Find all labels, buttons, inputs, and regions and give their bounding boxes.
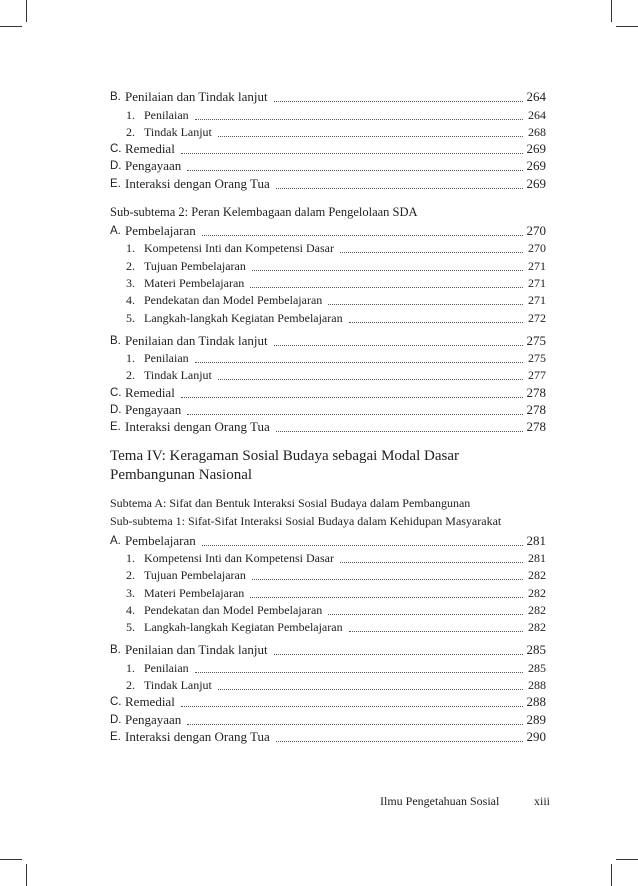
toc-entry-title: Pendekatan dan Model Pembelajaran bbox=[144, 602, 323, 617]
toc-entry-title: Kompetensi Inti dan Kompetensi Dasar bbox=[144, 241, 334, 256]
dot-leader bbox=[274, 100, 523, 102]
dot-leader bbox=[250, 596, 523, 598]
toc-entry-label: 4. bbox=[126, 602, 135, 617]
toc-entry-page: 278 bbox=[526, 384, 546, 400]
toc-entry bbox=[110, 618, 546, 635]
toc-entry-label: 1. bbox=[126, 241, 135, 256]
dot-leader bbox=[340, 561, 523, 563]
toc-entry bbox=[110, 88, 546, 105]
toc-entry-page: 282 bbox=[528, 585, 546, 600]
toc-entry-title: Pendekatan dan Model Pembelajaran bbox=[144, 293, 323, 308]
dot-leader bbox=[349, 321, 523, 323]
toc-entry-label: 1. bbox=[126, 351, 135, 366]
toc-block bbox=[110, 641, 546, 745]
toc-entry-title: Remedial bbox=[125, 384, 175, 400]
toc-entry bbox=[110, 676, 546, 693]
toc-entry-label: 3. bbox=[126, 275, 135, 290]
toc-block bbox=[110, 88, 546, 192]
toc-entry-title: Pengayaan bbox=[125, 711, 182, 727]
toc-entry-page: 269 bbox=[526, 158, 546, 174]
toc-entry bbox=[110, 239, 546, 256]
toc-entry-label: D. bbox=[110, 160, 122, 173]
toc-entry-page: 282 bbox=[528, 568, 546, 583]
dot-leader bbox=[202, 544, 523, 546]
toc-entry-label: 1. bbox=[126, 550, 135, 565]
toc-entry-title: Materi Pembelajaran bbox=[144, 275, 245, 290]
crop-mark bbox=[26, 0, 27, 22]
toc-entry-title: Pengayaan bbox=[125, 158, 182, 174]
toc-entry-label: E. bbox=[110, 421, 121, 434]
toc-entry bbox=[110, 105, 546, 122]
toc-block bbox=[110, 531, 546, 635]
toc-entry bbox=[110, 383, 546, 400]
toc-entry-title: Materi Pembelajaran bbox=[144, 585, 245, 600]
toc-entry-title: Penilaian bbox=[144, 660, 189, 675]
toc-block bbox=[110, 332, 546, 436]
toc-entry bbox=[110, 366, 546, 383]
subtema-heading: Subtema A: Sifat dan Bentuk Interaksi Sosial Budaya dalam Pembangunan bbox=[110, 496, 471, 511]
crop-mark bbox=[616, 26, 638, 27]
subsubtema-heading: Sub-subtema 1: Sifat-Sifat Interaksi Sosial Budaya dalam Kehidupan Masyarakat bbox=[110, 514, 502, 529]
toc-entry-label: A. bbox=[110, 534, 121, 547]
toc-entry-page: 281 bbox=[526, 532, 546, 548]
toc-entry-title: Penilaian dan Tindak lanjut bbox=[125, 89, 268, 105]
toc-entry-title: Interaksi dengan Orang Tua bbox=[125, 419, 270, 435]
dot-leader bbox=[195, 671, 523, 673]
toc-entry-title: Tindak Lanjut bbox=[144, 124, 212, 139]
dot-leader bbox=[187, 169, 523, 171]
toc-entry-title: Interaksi dengan Orang Tua bbox=[125, 175, 270, 191]
toc-entry bbox=[110, 157, 546, 174]
dot-leader bbox=[252, 578, 523, 580]
toc-entry-title: Remedial bbox=[125, 141, 175, 157]
toc-entry-label: E. bbox=[110, 730, 121, 743]
toc-entry-page: 282 bbox=[528, 620, 546, 635]
toc-entry-label: 2. bbox=[126, 258, 135, 273]
toc-entry-page: 268 bbox=[528, 124, 546, 139]
dot-leader bbox=[252, 269, 523, 271]
toc-entry bbox=[110, 256, 546, 273]
toc-entry bbox=[110, 728, 546, 745]
toc-entry-title: Penilaian dan Tindak lanjut bbox=[125, 332, 268, 348]
dot-leader bbox=[274, 653, 523, 655]
dot-leader bbox=[195, 118, 523, 120]
toc-entry-label: E. bbox=[110, 177, 121, 190]
toc-entry-page: 269 bbox=[526, 141, 546, 157]
toc-entry bbox=[110, 601, 546, 618]
dot-leader bbox=[181, 705, 523, 707]
toc-entry-page: 270 bbox=[528, 241, 546, 256]
toc-entry bbox=[110, 123, 546, 140]
dot-leader bbox=[276, 740, 523, 742]
toc-entry-page: 277 bbox=[528, 368, 546, 383]
dot-leader bbox=[218, 378, 523, 380]
toc-entry-page: 288 bbox=[526, 694, 546, 710]
dot-leader bbox=[195, 361, 523, 363]
toc-entry-page: 271 bbox=[528, 258, 546, 273]
toc-entry-page: 278 bbox=[526, 402, 546, 418]
dot-leader bbox=[218, 688, 523, 690]
toc-entry-label: D. bbox=[110, 404, 122, 417]
toc-entry bbox=[110, 274, 546, 291]
toc-entry-title: Kompetensi Inti dan Kompetensi Dasar bbox=[144, 550, 334, 565]
toc-entry-label: 2. bbox=[126, 568, 135, 583]
toc-entry bbox=[110, 641, 546, 658]
toc-entry bbox=[110, 291, 546, 308]
toc-entry bbox=[110, 332, 546, 349]
toc-entry-page: 281 bbox=[528, 550, 546, 565]
toc-entry-label: C. bbox=[110, 143, 122, 156]
dot-leader bbox=[274, 344, 523, 346]
page-number: xiii bbox=[533, 794, 550, 808]
tema-heading: Tema IV: Keragaman Sosial Budaya sebagai Modal Dasar Pembangunan Nasional bbox=[110, 448, 459, 484]
toc-entry-label: 2. bbox=[126, 124, 135, 139]
toc-entry-label: 2. bbox=[126, 678, 135, 693]
toc-entry-title: Penilaian dan Tindak lanjut bbox=[125, 642, 268, 658]
toc-entry-page: 285 bbox=[528, 660, 546, 675]
toc-entry bbox=[110, 549, 546, 566]
toc-entry-title: Tindak Lanjut bbox=[144, 678, 212, 693]
dot-leader bbox=[328, 613, 523, 615]
toc-entry-title: Pengayaan bbox=[125, 402, 182, 418]
crop-mark bbox=[611, 0, 612, 22]
dot-leader bbox=[218, 135, 523, 137]
toc-entry-title: Langkah-langkah Kegiatan Pembelajaran bbox=[144, 620, 343, 635]
table-of-contents bbox=[110, 88, 546, 745]
toc-entry-label: C. bbox=[110, 696, 122, 709]
toc-entry-title: Penilaian bbox=[144, 351, 189, 366]
dot-leader bbox=[181, 152, 523, 154]
toc-entry-label: 4. bbox=[126, 293, 135, 308]
toc-entry-title: Tujuan Pembelajaran bbox=[144, 568, 246, 583]
toc-block bbox=[110, 222, 546, 326]
toc-entry-page: 285 bbox=[526, 642, 546, 658]
toc-entry-label: 1. bbox=[126, 660, 135, 675]
toc-entry-page: 269 bbox=[526, 175, 546, 191]
toc-entry-page: 272 bbox=[528, 310, 546, 325]
toc-entry-label: B. bbox=[110, 334, 121, 347]
toc-entry-page: 290 bbox=[526, 728, 546, 744]
toc-entry bbox=[110, 140, 546, 157]
toc-entry bbox=[110, 566, 546, 583]
dot-leader bbox=[187, 413, 523, 415]
dot-leader bbox=[250, 286, 523, 288]
crop-mark bbox=[26, 864, 27, 886]
toc-entry bbox=[110, 308, 546, 325]
toc-entry-label: B. bbox=[110, 644, 121, 657]
toc-entry bbox=[110, 583, 546, 600]
dot-leader bbox=[340, 251, 523, 253]
toc-entry-title: Langkah-langkah Kegiatan Pembelajaran bbox=[144, 310, 343, 325]
toc-entry-title: Tujuan Pembelajaran bbox=[144, 258, 246, 273]
dot-leader bbox=[202, 234, 523, 236]
crop-mark bbox=[616, 859, 638, 860]
dot-leader bbox=[328, 303, 523, 305]
toc-entry-label: C. bbox=[110, 386, 122, 399]
section-heading: Sub-subtema 2: Peran Kelembagaan dalam Pengelolaan SDA bbox=[110, 204, 418, 219]
toc-entry-label: 5. bbox=[126, 620, 135, 635]
toc-entry-label: 3. bbox=[126, 585, 135, 600]
dot-leader bbox=[276, 187, 523, 189]
toc-entry-label: B. bbox=[110, 91, 121, 104]
toc-entry-title: Interaksi dengan Orang Tua bbox=[125, 728, 270, 744]
dot-leader bbox=[181, 396, 523, 398]
toc-entry-label: 1. bbox=[126, 107, 135, 122]
toc-entry-label: A. bbox=[110, 225, 121, 238]
toc-entry bbox=[110, 174, 546, 191]
crop-mark bbox=[0, 859, 22, 860]
toc-entry-title: Tindak Lanjut bbox=[144, 368, 212, 383]
toc-entry-page: 275 bbox=[526, 332, 546, 348]
toc-entry-title: Remedial bbox=[125, 694, 175, 710]
toc-entry-title: Penilaian bbox=[144, 107, 189, 122]
dot-leader bbox=[349, 630, 523, 632]
toc-entry-title: Pembelajaran bbox=[125, 532, 196, 548]
toc-entry-page: 270 bbox=[526, 223, 546, 239]
toc-entry-page: 271 bbox=[528, 275, 546, 290]
toc-entry bbox=[110, 418, 546, 435]
book-title: Ilmu Pengetahuan Sosial bbox=[380, 794, 500, 808]
toc-entry-page: 271 bbox=[528, 293, 546, 308]
toc-entry bbox=[110, 222, 546, 239]
crop-mark bbox=[0, 26, 22, 27]
toc-entry-page: 264 bbox=[528, 107, 546, 122]
toc-entry-page: 278 bbox=[526, 419, 546, 435]
toc-entry-title: Pembelajaran bbox=[125, 223, 196, 239]
toc-entry bbox=[110, 531, 546, 548]
toc-entry-label: 5. bbox=[126, 310, 135, 325]
page-footer bbox=[380, 794, 550, 809]
crop-mark bbox=[611, 864, 612, 886]
toc-entry-page: 288 bbox=[528, 678, 546, 693]
toc-entry-page: 264 bbox=[526, 89, 546, 105]
toc-entry-page: 282 bbox=[528, 602, 546, 617]
toc-entry-label: D. bbox=[110, 713, 122, 726]
toc-entry bbox=[110, 349, 546, 366]
dot-leader bbox=[276, 430, 523, 432]
toc-entry-page: 289 bbox=[526, 711, 546, 727]
toc-entry bbox=[110, 401, 546, 418]
toc-entry bbox=[110, 658, 546, 675]
dot-leader bbox=[187, 723, 523, 725]
toc-entry bbox=[110, 693, 546, 710]
toc-entry-label: 2. bbox=[126, 368, 135, 383]
toc-entry-page: 275 bbox=[528, 351, 546, 366]
toc-entry bbox=[110, 710, 546, 727]
